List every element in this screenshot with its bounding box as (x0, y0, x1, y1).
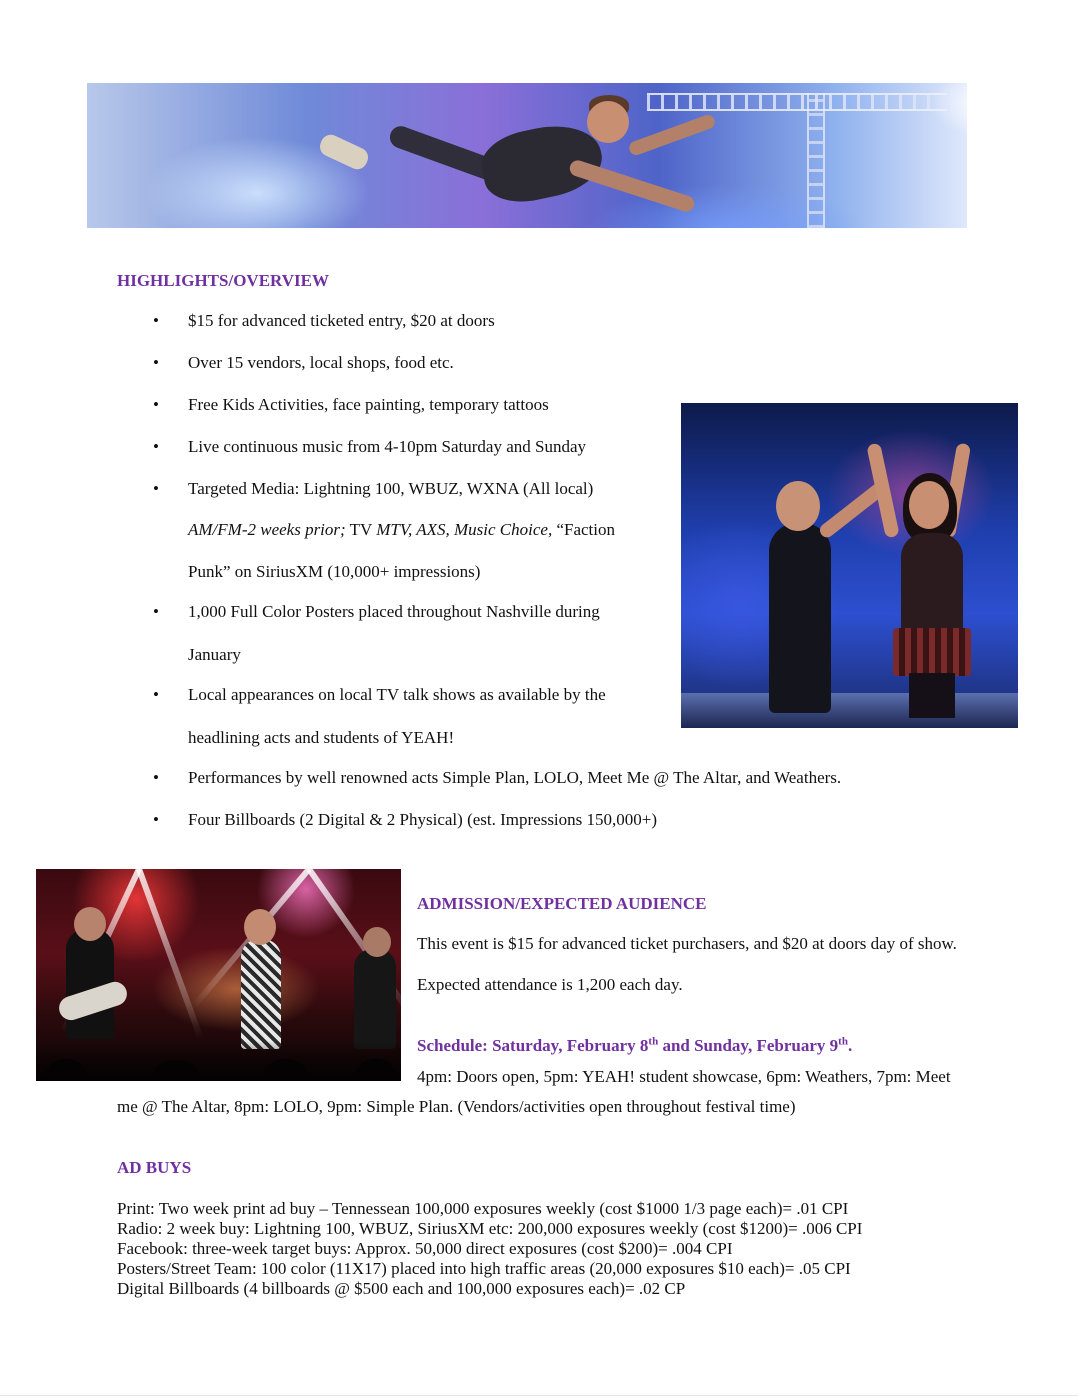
ad-buy-line-posters: Posters/Street Team: 100 color (11X17) placed into high traffic areas (20,000 exposures $10 each)= .05 CPI (117, 1259, 851, 1278)
plaid-skirt (893, 628, 971, 676)
page-bottom-divider (0, 1395, 1078, 1396)
banner-photo-performer-jumping (87, 83, 967, 228)
bassist-head (363, 927, 391, 957)
ad-buy-line-billboards: Digital Billboards (4 billboards @ $500 each and 100,000 exposures each)= .02 CP (117, 1279, 686, 1298)
bullet-icon: • (153, 311, 159, 330)
media-continuation-line-2: Punk” on SiriusXM (10,000+ impressions) (188, 562, 481, 581)
performer-head (587, 101, 629, 143)
list-item-text: Performances by well renowned acts Simple Plan, LOLO, Meet Me @ The Altar, and Weathers. (188, 768, 842, 787)
female-performer-legs (909, 673, 955, 718)
schedule-text-line-2: me @ The Altar, 8pm: LOLO, 9pm: Simple Plan. (Vendors/activities open throughout festival time) (117, 1097, 796, 1116)
list-item-text: Local appearances on local TV talk shows as available by the (188, 685, 606, 704)
bullet-icon: • (153, 437, 159, 456)
male-performer-head (776, 481, 820, 531)
bullet-icon: • (153, 768, 159, 787)
list-item-text: Four Billboards (2 Digital & 2 Physical) (est. Impressions 150,000+) (188, 810, 658, 829)
schedule-text-line-1: 4pm: Doors open, 5pm: YEAH! student showcase, 6pm: Weathers, 7pm: Meet (417, 1067, 951, 1086)
posters-continuation-line: January (188, 645, 241, 664)
guitarist-head (74, 907, 106, 941)
admission-attendance-text: Expected attendance is 1,200 each day. (417, 975, 683, 994)
list-item-text: Targeted Media: Lightning 100, WBUZ, WXNA (All local) (188, 479, 594, 498)
list-item-text: 1,000 Full Color Posters placed throughout Nashville during (188, 602, 600, 621)
bullet-icon: • (153, 353, 159, 372)
list-item-text: Live continuous music from 4-10pm Saturday and Sunday (188, 437, 587, 456)
stage-floor (681, 693, 1018, 728)
stage-truss (647, 93, 947, 111)
lead-singer-head (244, 909, 276, 945)
bullet-icon: • (153, 810, 159, 829)
bullet-icon: • (153, 479, 159, 498)
crowd-silhouettes (36, 1041, 401, 1081)
male-performer (769, 523, 831, 713)
performer-arm (568, 158, 697, 213)
female-performer-head (909, 481, 949, 529)
list-item-text: Free Kids Activities, face painting, temporary tattoos (188, 395, 549, 414)
bullet-icon: • (153, 685, 159, 704)
list-item-text: Over 15 vendors, local shops, food etc. (188, 353, 454, 372)
light-beam (136, 869, 203, 1039)
lead-singer (241, 939, 281, 1049)
ad-buys-heading: AD BUYS (117, 1158, 192, 1177)
bullet-icon: • (153, 395, 159, 414)
highlights-heading: HIGHLIGHTS/OVERVIEW (117, 271, 329, 290)
admission-pricing-text: This event is $15 for advanced ticket purchasers, and $20 at doors day of show. (417, 934, 957, 953)
bullet-icon: • (153, 602, 159, 621)
schedule-heading: Schedule: Saturday, February 8th and Sunday, February 9th. (417, 1035, 853, 1055)
bassist (354, 949, 396, 1049)
ad-buy-line-print: Print: Two week print ad buy – Tennessean 100,000 exposures weekly (cost $1000 1/3 page each)= .01 CPI (117, 1199, 849, 1218)
performer-shoe (317, 131, 372, 172)
list-item-text: $15 for advanced ticketed entry, $20 at doors (188, 311, 495, 330)
photo-band-performing (36, 869, 401, 1081)
stage-truss-vertical (807, 93, 825, 228)
ad-buy-line-facebook: Facebook: three-week target buys: Approx. 50,000 direct exposures (cost $200)= .004 CPI (117, 1239, 733, 1258)
ad-buy-line-radio: Radio: 2 week buy: Lightning 100, WBUZ, SiriusXM etc: 200,000 exposures weekly (cost $1200)= .006 CPI (117, 1219, 863, 1238)
performer-arm (627, 113, 716, 157)
photo-duo-performing (681, 403, 1018, 728)
appearances-continuation-line: headlining acts and students of YEAH! (188, 728, 455, 747)
admission-heading: ADMISSION/EXPECTED AUDIENCE (417, 894, 707, 913)
media-continuation-line: AM/FM-2 weeks prior; TV MTV, AXS, Music Choice, “Faction (188, 520, 615, 539)
